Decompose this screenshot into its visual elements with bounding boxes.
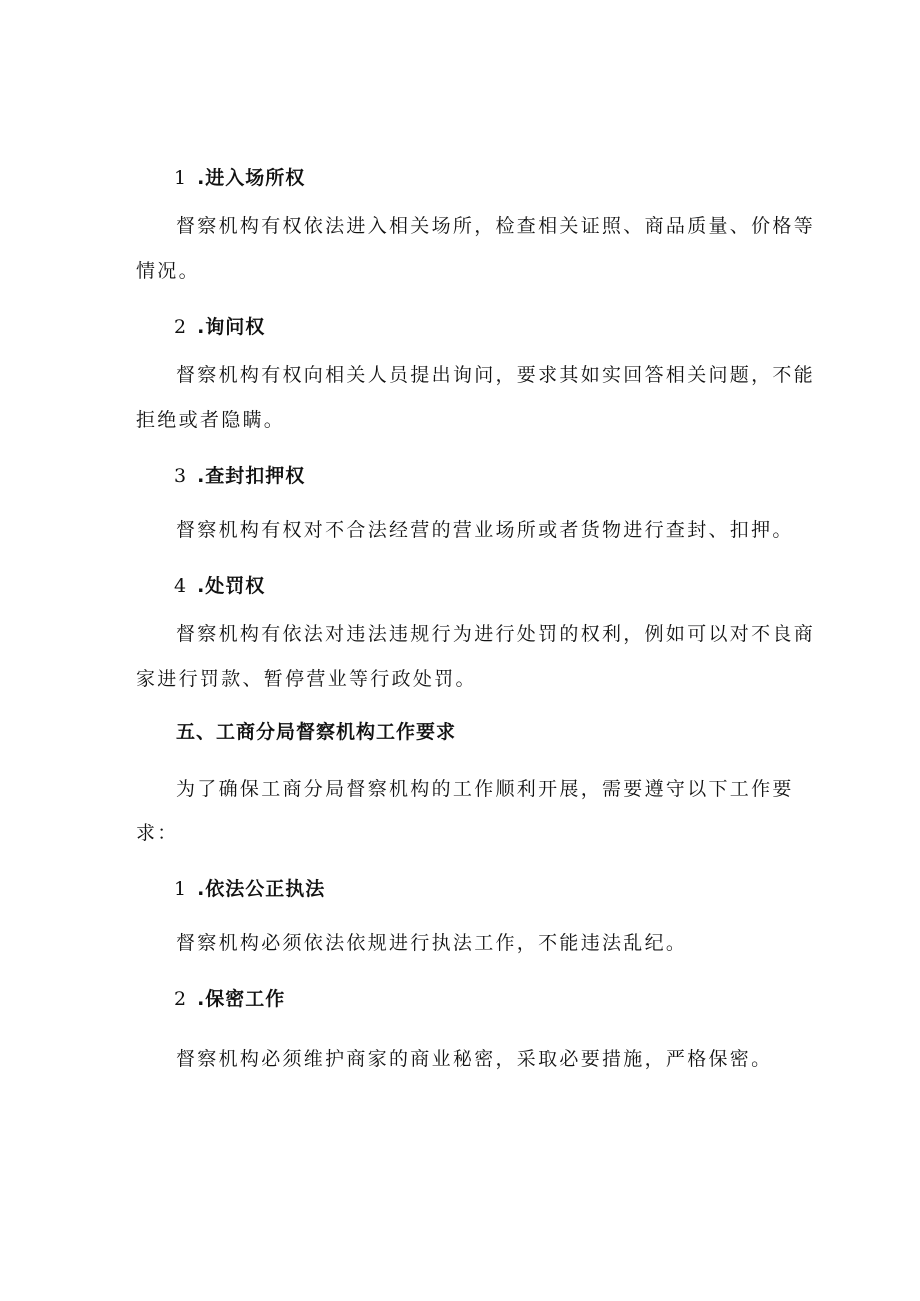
paragraph-line: 情况。	[136, 260, 200, 282]
heading-number: 1	[174, 878, 188, 900]
heading-number: 1	[174, 167, 188, 189]
heading-number: 3	[174, 465, 188, 487]
heading-number: 2	[174, 316, 188, 338]
heading-fair-enforcement	[174, 866, 834, 912]
heading-confidentiality	[174, 976, 834, 1022]
heading-penalty-right	[174, 563, 834, 609]
paragraph-line: 督察机构必须维护商家的商业秘密，采取必要措施，严格保密。	[176, 1048, 773, 1070]
paragraph-line: 督察机构有权向相关人员提出询问，要求其如实回答相关问题，不能	[176, 364, 816, 386]
heading-title: .查封扣押权	[197, 465, 306, 487]
heading-seizure-right	[174, 453, 834, 499]
paragraph-line: 求：	[136, 822, 179, 844]
heading-title: .进入场所权	[197, 167, 306, 189]
heading-inquiry-right	[174, 304, 834, 350]
paragraph-line: 家进行罚款、暂停营业等行政处罚。	[136, 668, 477, 690]
heading-title: .保密工作	[197, 988, 286, 1010]
heading-title: .依法公正执法	[197, 878, 326, 900]
paragraph-line: 拒绝或者隐瞒。	[136, 409, 286, 431]
section-heading: 五、工商分局督察机构工作要求	[176, 721, 457, 743]
heading-title: .询问权	[197, 316, 266, 338]
heading-number: 2	[174, 988, 188, 1010]
heading-number: 4	[174, 575, 188, 597]
paragraph-line: 督察机构有权对不合法经营的营业场所或者货物进行查封、扣押。	[176, 519, 794, 541]
paragraph-line: 督察机构有依法对违法违规行为进行处罚的权利，例如可以对不良商	[176, 623, 816, 645]
heading-title: .处罚权	[197, 575, 266, 597]
paragraph-line: 为了确保工商分局督察机构的工作顺利开展，需要遵守以下工作要	[176, 778, 794, 800]
paragraph-line: 督察机构必须依法依规进行执法工作，不能违法乱纪。	[176, 932, 688, 954]
paragraph-line: 督察机构有权依法进入相关场所，检查相关证照、商品质量、价格等	[176, 215, 816, 237]
heading-entry-right	[174, 155, 834, 201]
